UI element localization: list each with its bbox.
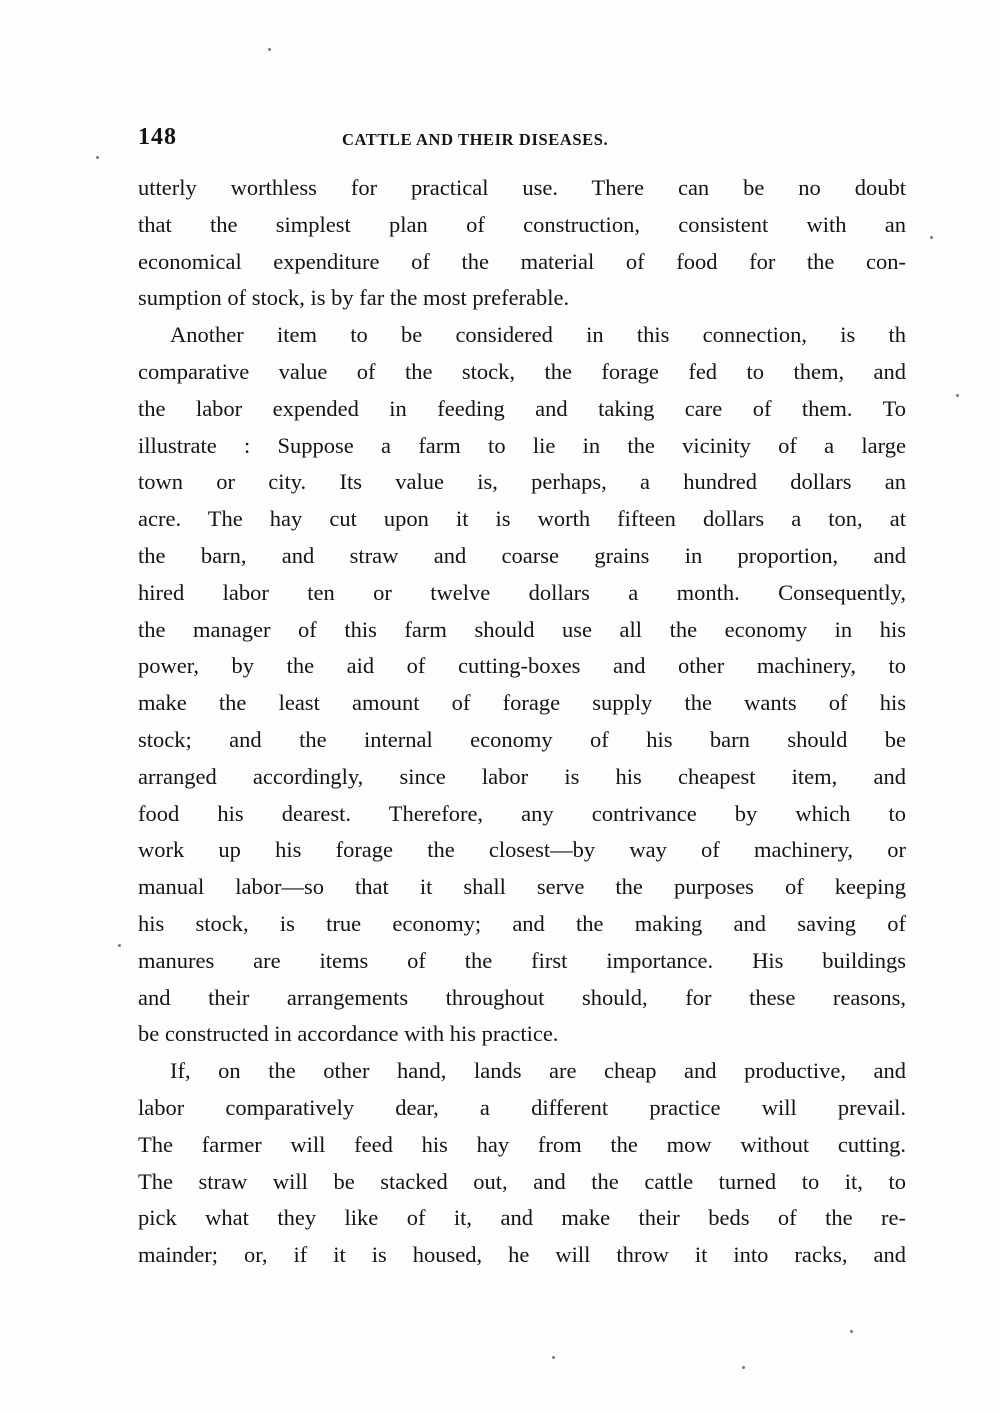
- text-line: stock; and the internal economy of his barn should be: [138, 726, 906, 752]
- text-line: sumption of stock, is by far the most preferable.: [138, 285, 570, 311]
- text-line: town or city. Its value is, perhaps, a hundred dollars an: [138, 469, 906, 495]
- text-line: hired labor ten or twelve dollars a month. Consequently,: [138, 579, 906, 605]
- scan-speck: [268, 48, 271, 51]
- scan-speck: [96, 156, 99, 159]
- scan-speck: [850, 1330, 853, 1333]
- scan-speck: [930, 236, 933, 239]
- text-line: make the least amount of forage supply the wants of his: [138, 690, 906, 716]
- text-line: acre. The hay cut upon it is worth fifteen dollars a ton, at: [138, 506, 906, 532]
- text-line: his stock, is true economy; and the making and saving of: [138, 910, 906, 936]
- page-header: [138, 124, 906, 158]
- running-head: CATTLE AND THEIR DISEASES.: [342, 130, 609, 149]
- text-line: utterly worthless for practical use. There can be no doubt: [138, 175, 906, 200]
- text-line: food his dearest. Therefore, any contrivance by which to: [138, 800, 906, 826]
- text-line: work up his forage the closest—by way of machinery, or: [138, 837, 906, 863]
- scan-speck: [742, 1366, 745, 1369]
- text-line: the manager of this farm should use all the economy in his: [138, 616, 906, 642]
- text-line: arranged accordingly, since labor is his cheapest item, and: [138, 763, 906, 789]
- text-line: The straw will be stacked out, and the cattle turned to it, to: [138, 1168, 906, 1194]
- paragraph-start-line: Another item to be considered in this connection, is th: [170, 322, 906, 348]
- text-line: the barn, and straw and coarse grains in proportion, and: [138, 542, 906, 568]
- text-line: manures are items of the first importance. His buildings: [138, 947, 906, 973]
- text-line: and their arrangements throughout should, for these reasons,: [138, 984, 906, 1010]
- body-text: [138, 170, 906, 1274]
- text-line: labor comparatively dear, a different practice will prevail.: [138, 1094, 906, 1120]
- scan-speck: [552, 1356, 555, 1359]
- text-line: pick what they like of it, and make their beds of the re-: [138, 1205, 906, 1231]
- scan-speck: [118, 944, 121, 947]
- text-line: the labor expended in feeding and taking care of them. To: [138, 395, 906, 421]
- text-line: that the simplest plan of construction, consistent with an: [138, 211, 906, 237]
- text-line: be constructed in accordance with his practice.: [138, 1021, 559, 1047]
- text-line: mainder; or, if it is housed, he will throw it into racks, and: [138, 1242, 906, 1268]
- text-line: power, by the aid of cutting-boxes and other machinery, to: [138, 653, 906, 679]
- paragraph-start-line: If, on the other hand, lands are cheap and productive, and: [170, 1058, 906, 1084]
- scan-speck: [956, 394, 959, 397]
- page-number: 148: [138, 124, 177, 150]
- text-line: The farmer will feed his hay from the mow without cutting.: [138, 1131, 906, 1157]
- text-line: illustrate : Suppose a farm to lie in the vicinity of a large: [138, 432, 906, 458]
- text-line: comparative value of the stock, the forage fed to them, and: [138, 358, 906, 384]
- text-line: economical expenditure of the material of food for the con-: [138, 248, 906, 274]
- text-line: manual labor—so that it shall serve the purposes of keeping: [138, 874, 906, 900]
